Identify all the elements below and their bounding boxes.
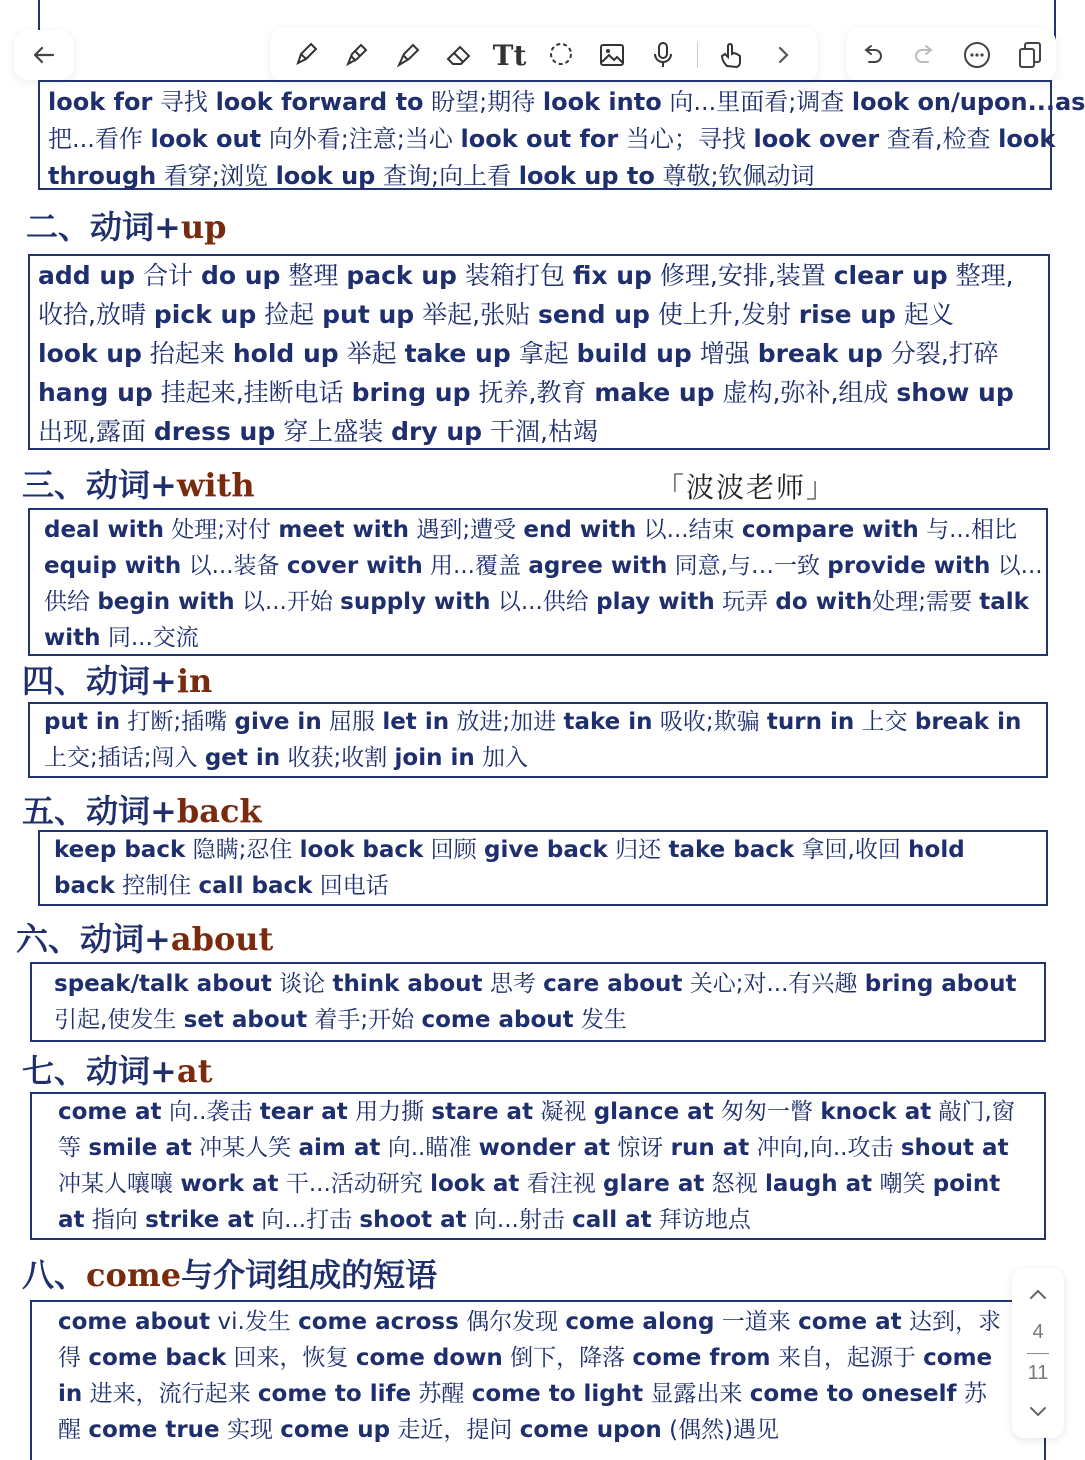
phrase-meaning: 偶尔发现 [458, 1309, 566, 1335]
back-arrow-icon [27, 38, 61, 72]
section-heading-up: 二、动词+up [26, 208, 227, 246]
about-phrases-box [30, 962, 1046, 1042]
phrase-english: look into [542, 88, 662, 116]
phrase-meaning: 回来，恢复 [226, 1345, 356, 1371]
phrase-line [44, 704, 1032, 740]
phrase-line [44, 620, 1032, 656]
phrase-meaning: 谈论 [271, 971, 333, 997]
phrase-english: bring about [864, 971, 1017, 997]
phrase-english: glare at [603, 1171, 705, 1197]
phrase-english: come across [298, 1309, 459, 1335]
phrase-meaning: 匆匆一瞥 [713, 1099, 821, 1125]
phrase-english: come about [58, 1309, 211, 1335]
at-phrases-box [30, 1092, 1046, 1240]
phrase-english: wonder at [478, 1135, 610, 1161]
phrase-english: equip with [44, 553, 182, 579]
phrase-meaning: 查询;向上看 [375, 162, 519, 190]
phrase-english: get in [204, 745, 281, 771]
phrase-meaning: 出现,露面 [38, 417, 154, 446]
phrase-meaning: 冲向,向..攻击 [749, 1135, 901, 1161]
phrase-english: call at [572, 1207, 652, 1233]
phrase-meaning: 凝视 [533, 1099, 594, 1125]
phrase-english: come upon [519, 1417, 662, 1443]
phrase-meaning: 玩弄 [714, 589, 776, 615]
phrase-meaning: 发生 [573, 1007, 627, 1033]
phrase-meaning: 向..瞄准 [380, 1135, 479, 1161]
phrase-line [48, 158, 1042, 195]
phrase-meaning: 等 [58, 1135, 89, 1161]
phrase-english: begin with [97, 589, 235, 615]
phrase-meaning: 关心;对...有兴趣 [682, 971, 865, 997]
phrase-english: fix up [572, 261, 652, 290]
phrase-line [44, 512, 1032, 548]
phrase-english: put in [44, 709, 121, 735]
undo-icon[interactable] [855, 38, 889, 72]
phrase-meaning: 惊讶 [610, 1135, 671, 1161]
lasso-icon[interactable] [544, 38, 578, 72]
phrase-meaning: 苏 [956, 1381, 987, 1407]
phrase-line [58, 1376, 1018, 1412]
phrase-english: set about [183, 1007, 308, 1033]
phrase-meaning: 增强 [691, 339, 758, 368]
phrase-line [44, 548, 1043, 584]
section-heading-in: 四、动词+in [22, 662, 213, 700]
hand-touch-icon[interactable] [715, 38, 749, 72]
phrase-english: clear up [833, 261, 948, 290]
phrase-english: do up [200, 261, 281, 290]
phrase-meaning: 控制住 [114, 873, 199, 899]
phrase-meaning: 一道来 [714, 1309, 799, 1335]
phrase-english: hold [908, 837, 965, 863]
phrase-english: think about [332, 971, 483, 997]
section-heading-back: 五、动词+back [22, 792, 262, 830]
phrase-line [58, 1202, 1018, 1238]
phrase-meaning: 处理;对付 [163, 517, 279, 543]
highlighter-icon[interactable] [391, 38, 425, 72]
phrase-meaning: 与...相比 [918, 517, 1018, 543]
phrase-meaning: 进来，流行起来 [82, 1381, 258, 1407]
phrase-english: send up [538, 300, 650, 329]
phrase-english: come to light [471, 1381, 644, 1407]
phrase-meaning: 抚养,教育 [470, 378, 595, 407]
phrase-english: strike at [145, 1207, 254, 1233]
phrase-line [54, 1002, 1022, 1038]
phrase-english: come at [58, 1099, 162, 1125]
phrase-meaning: 把...看作 [48, 125, 151, 153]
phrase-meaning: 走近，提问 [390, 1417, 520, 1443]
phrase-english: look for [48, 88, 153, 116]
phrase-meaning: 思考 [482, 971, 544, 997]
phrase-meaning: 向外看;注意;当心 [261, 125, 461, 153]
redo-icon[interactable] [908, 38, 942, 72]
phrase-english: come to oneself [749, 1381, 957, 1407]
phrase-english: at [58, 1207, 85, 1233]
phrase-line [44, 740, 1032, 776]
phrase-english: put up [322, 300, 415, 329]
phrase-line [54, 832, 1032, 868]
phrase-line [58, 1412, 1018, 1448]
phrase-english: run at [670, 1135, 750, 1161]
phrase-english: glance at [593, 1099, 714, 1125]
phrase-meaning: 查看,检查 [879, 125, 999, 153]
phrase-meaning: 向...打击 [253, 1207, 360, 1233]
phrase-meaning: vi.发生 [210, 1309, 299, 1335]
phrase-meaning: 苏醒 [411, 1381, 472, 1407]
phrase-english: through [48, 162, 157, 190]
phrase-meaning: 捡起 [256, 300, 323, 329]
phrase-english: turn in [766, 709, 855, 735]
phrase-meaning: 屈服 [321, 709, 383, 735]
phrase-meaning: 向..袭击 [161, 1099, 260, 1125]
phrase-english: compare with [741, 517, 919, 543]
phrase-meaning: 着手;开始 [307, 1007, 422, 1033]
phrase-english: look up to [518, 162, 655, 190]
phrase-english: cover with [286, 553, 423, 579]
phrase-english: join in [394, 745, 475, 771]
phrase-english: look forward to [215, 88, 424, 116]
phrase-meaning: 拜访地点 [651, 1207, 751, 1233]
phrase-meaning: (偶然)遇见 [661, 1417, 780, 1443]
phrase-line [38, 295, 1040, 334]
phrase-english: work at [180, 1171, 279, 1197]
phrase-english: in [58, 1381, 83, 1407]
phrase-meaning: 冲某人嚷嚷 [58, 1171, 181, 1197]
phrase-meaning: 同...交流 [100, 625, 199, 651]
phrase-line [38, 373, 1040, 412]
phrase-english: agree with [528, 553, 668, 579]
phrase-meaning: 得 [58, 1345, 89, 1371]
phrase-english: meet with [278, 517, 410, 543]
phrase-meaning: 放进;加进 [449, 709, 564, 735]
phrase-english: come along [565, 1309, 715, 1335]
page-divider [1027, 1353, 1049, 1354]
phrase-meaning: 看注视 [519, 1171, 604, 1197]
chevron-up-icon[interactable] [1021, 1278, 1055, 1312]
phrase-line [58, 1340, 1018, 1376]
history-toolbar [846, 28, 1056, 82]
phrase-meaning: 实现 [219, 1417, 281, 1443]
phrase-english: deal with [44, 517, 164, 543]
phrase-english: back [54, 873, 115, 899]
phrase-english: shout at [900, 1135, 1009, 1161]
toolbar-divider [697, 42, 698, 68]
phrase-meaning: 修理,安排,装置 [651, 261, 834, 290]
phrase-line [58, 1094, 1018, 1130]
phrase-meaning: 嘲笑 [872, 1171, 933, 1197]
phrase-english: come down [355, 1345, 503, 1371]
section-heading-come: 八、come与介词组成的短语 [22, 1256, 438, 1294]
phrase-english: break in [914, 709, 1022, 735]
phrase-english: dry up [391, 417, 483, 446]
phrase-line [38, 334, 1040, 373]
phrase-english: look on/upon...as [851, 88, 1085, 116]
phrase-meaning: 吸收;欺骗 [652, 709, 767, 735]
phrase-meaning: 虚构,弥补,组成 [714, 378, 897, 407]
section-heading-with: 三、动词+with [22, 466, 255, 504]
phrase-english: make up [594, 378, 715, 407]
phrase-meaning: 引起,使发生 [54, 1007, 184, 1033]
phrase-english: dress up [153, 417, 276, 446]
phrase-english: smile at [88, 1135, 192, 1161]
phrase-english: keep back [54, 837, 186, 863]
phrase-meaning: 整理 [280, 261, 347, 290]
phrase-english: speak/talk about [54, 971, 272, 997]
phrase-meaning: 干涸,枯竭 [482, 417, 598, 446]
phrase-meaning: 以...结束 [636, 517, 742, 543]
phrase-english: come back [88, 1345, 227, 1371]
chevron-right-icon[interactable] [766, 38, 800, 72]
more-icon[interactable] [960, 38, 994, 72]
phrase-english: look up [275, 162, 376, 190]
phrase-english: let in [382, 709, 450, 735]
phrase-meaning: 整理, [947, 261, 1014, 290]
phrase-meaning: 同意,与…一致 [667, 553, 828, 579]
page-navigator [1012, 1268, 1064, 1438]
phrase-meaning: 达到， [901, 1309, 978, 1335]
microphone-icon[interactable] [646, 38, 680, 72]
phrase-english: look at [430, 1171, 520, 1197]
phrase-english: stare at [431, 1099, 534, 1125]
phrase-english: hang up [38, 378, 153, 407]
phrase-english: tear at [259, 1099, 348, 1125]
back-button[interactable] [14, 30, 74, 80]
phrase-meaning: 上交;插话;闯入 [44, 745, 205, 771]
phrase-english: add up [38, 261, 136, 290]
phrase-meaning: 以... [990, 553, 1043, 579]
phrase-meaning: 加入 [474, 745, 529, 771]
total-page-number: 11 [1027, 1362, 1049, 1385]
phrase-line [54, 868, 1032, 904]
phrase-meaning: 起义 [895, 300, 954, 329]
look-phrases-box [38, 80, 1085, 190]
come-phrases-box [30, 1300, 1046, 1460]
drawing-toolbar [270, 28, 818, 82]
phrase-english: rise up [798, 300, 896, 329]
phrase-english: look back [299, 837, 424, 863]
phrase-english: come to life [257, 1381, 412, 1407]
phrase-english: give back [483, 837, 608, 863]
phrase-meaning: 向...射击 [466, 1207, 573, 1233]
phrase-meaning: 穿上盛装 [275, 417, 392, 446]
phrase-meaning: 分裂,打碎 [882, 339, 999, 368]
phrase-meaning: 指向 [84, 1207, 146, 1233]
phrase-english: look out for [460, 125, 619, 153]
phrase-meaning: 来自，起源于 [770, 1345, 924, 1371]
phrase-meaning: 上交 [854, 709, 915, 735]
phrase-meaning: 醒 [58, 1417, 89, 1443]
phrase-meaning: 收拾,放晴 [38, 300, 154, 329]
phrase-english: come from [632, 1345, 771, 1371]
pen-icon[interactable] [340, 38, 374, 72]
phrase-meaning: 显露出来 [643, 1381, 750, 1407]
phrase-meaning: 拿起 [510, 339, 577, 368]
phrase-line [38, 256, 1040, 295]
phrase-english: do with [775, 589, 873, 615]
phrase-english: pack up [346, 261, 457, 290]
phrase-english: come [923, 1345, 993, 1371]
phrase-english: take in [563, 709, 653, 735]
phrase-line [48, 121, 1056, 158]
section-heading-at: 七、动词+at [22, 1052, 213, 1090]
phrase-english: provide with [827, 553, 991, 579]
phrase-meaning: 回顾 [423, 837, 484, 863]
text-tool-icon[interactable]: Tt [492, 38, 527, 72]
phrase-english: look out [150, 125, 262, 153]
phrase-english: come about [421, 1007, 574, 1033]
phrase-english: play with [596, 589, 715, 615]
phrase-english: come up [280, 1417, 391, 1443]
phrase-meaning: 合计 [135, 261, 201, 290]
phrase-english: come true [88, 1417, 220, 1443]
with-phrases-box [28, 508, 1048, 656]
pencil-icon[interactable] [289, 38, 323, 72]
phrase-meaning: 以...供给 [490, 589, 597, 615]
phrase-english: shoot at [359, 1207, 467, 1233]
phrase-meaning: 寻找 [152, 88, 216, 116]
phrase-english: give in [234, 709, 322, 735]
eraser-icon[interactable] [442, 38, 476, 72]
phrase-english: show up [896, 378, 1014, 407]
phrase-english: bring up [351, 378, 471, 407]
phrase-meaning: 举起 [338, 339, 405, 368]
phrase-meaning: 抬起来 [141, 339, 233, 368]
phrase-english: take up [404, 339, 511, 368]
phrase-english: take back [668, 837, 795, 863]
phrase-meaning: 求 [977, 1309, 1001, 1335]
phrase-meaning: 处理;需要 [872, 589, 980, 615]
phrase-english: look [998, 125, 1056, 153]
phrase-english: end with [523, 517, 637, 543]
phrase-meaning: 冲某人笑 [191, 1135, 299, 1161]
phrase-meaning: 打断;插嘴 [120, 709, 235, 735]
phrase-meaning: 倒下，降落 [502, 1345, 633, 1371]
phrase-english: aim at [298, 1135, 381, 1161]
phrase-english: call back [198, 873, 313, 899]
phrase-meaning: 用...覆盖 [422, 553, 529, 579]
phrase-english: talk [979, 589, 1029, 615]
phrase-meaning: 举起,张贴 [414, 300, 539, 329]
phrase-meaning: 干...活动研究 [278, 1171, 431, 1197]
pages-icon[interactable] [1013, 38, 1047, 72]
phrase-english: care about [543, 971, 683, 997]
phrase-meaning: 向...里面看;调查 [661, 88, 852, 116]
phrase-english: look over [753, 125, 880, 153]
phrase-meaning: 拿回,收回 [794, 837, 909, 863]
phrase-meaning: 挂起来,挂断电话 [152, 378, 352, 407]
phrase-english: come at [798, 1309, 902, 1335]
phrase-meaning: 隐瞒;忍住 [185, 837, 300, 863]
phrase-meaning: 尊敬;钦佩动词 [654, 162, 815, 190]
phrase-meaning: 供给 [44, 589, 98, 615]
phrase-meaning: 怒视 [704, 1171, 765, 1197]
phrase-english: knock at [820, 1099, 932, 1125]
phrase-line [44, 584, 1032, 620]
phrase-meaning: 以...开始 [234, 589, 341, 615]
phrase-meaning: 用力撕 [347, 1099, 432, 1125]
section-heading-about: 六、动词+about [16, 920, 274, 958]
phrase-meaning: 装箱打包 [456, 261, 573, 290]
phrase-english: hold up [232, 339, 339, 368]
current-page-number: 4 [1032, 1320, 1044, 1343]
phrase-english: supply with [340, 589, 491, 615]
phrase-line [58, 1166, 1018, 1202]
phrase-line [58, 1130, 1018, 1166]
phrase-english: with [44, 625, 101, 651]
phrase-line [38, 412, 1040, 451]
phrase-line [58, 1304, 1018, 1340]
phrase-meaning: 当心；寻找 [618, 125, 754, 153]
phrase-english: laugh at [765, 1171, 873, 1197]
phrase-line [54, 966, 1022, 1002]
chevron-down-icon[interactable] [1021, 1394, 1055, 1428]
phrase-english: break up [757, 339, 883, 368]
up-phrases-box [28, 254, 1050, 450]
image-icon[interactable] [595, 38, 629, 72]
phrase-meaning: 归还 [607, 837, 669, 863]
phrase-english: point [932, 1171, 1001, 1197]
phrase-meaning: 看穿;浏览 [156, 162, 276, 190]
phrase-meaning: 以...装备 [181, 553, 287, 579]
phrase-meaning: 盼望;期待 [423, 88, 543, 116]
handwritten-note: 「波波老师」 [656, 471, 837, 504]
in-phrases-box [28, 702, 1048, 778]
phrase-line [48, 84, 1085, 121]
phrase-meaning: 收获;收割 [280, 745, 395, 771]
phrase-meaning: 敲门,窗 [931, 1099, 1015, 1125]
phrase-english: build up [576, 339, 692, 368]
back-phrases-box [38, 830, 1048, 906]
phrase-meaning: 回电话 [312, 873, 389, 899]
phrase-english: pick up [153, 300, 257, 329]
phrase-meaning: 使上升,发射 [649, 300, 799, 329]
phrase-meaning: 遇到;遭受 [409, 517, 524, 543]
phrase-english: look up [38, 339, 142, 368]
